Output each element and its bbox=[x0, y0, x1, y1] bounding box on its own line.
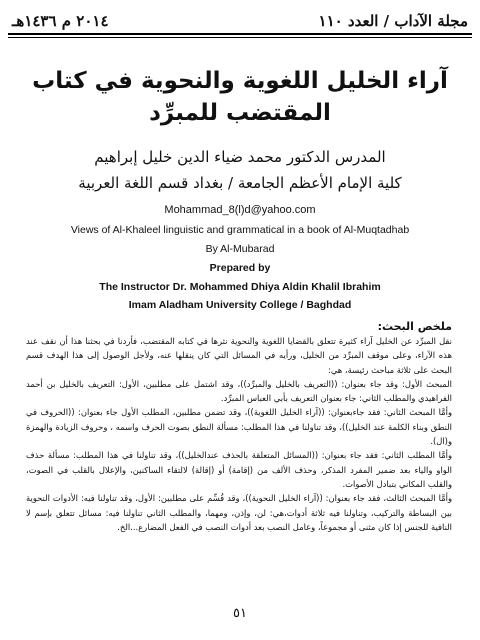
issue-date: ٢٠١٤ م ١٤٣٦هـ bbox=[12, 12, 109, 30]
page-number: ٥١ bbox=[233, 606, 247, 621]
abstract-paragraph: وأمَّا المطلب الثاني: فقد جاء بعنوان: ((المسائل المتعلقة بالحذف عندالخليل))، وقد تناولنا في هذا المطلب: مسألة حذف الواو والياء بعد ضمير المفرد المذكر، وحذف الألف من (إقامة) أو (إقالة) لالتقاء الساكنين، والإعلال بالقلب في الصوت، والقلب المكاني بتبادل الأصوات. bbox=[26, 450, 452, 489]
english-title-line2: By Al-Mubarad bbox=[205, 243, 275, 255]
prepared-by: Prepared by bbox=[209, 262, 271, 274]
abstract-paragraph: نقل المبرِّد عن الخليل آراء كثيرة تتعلق بالقضايا اللغوية والنحوية نثرها في كتابه المقتضب، فأردنا في بحثنا هذا أن نقف عند هذه الآراء، وعلى موقف المبرِّد من الخليل، ورأيه في المسائل التي كان ينقلها عنه، ولأجل الوصول إلى هذا الهدف قسم البحث على ثلاثة مباحث رئيسة، هي: bbox=[26, 336, 452, 375]
english-college: Imam Aladham University College / Baghdad bbox=[128, 299, 352, 311]
header-rule-thin bbox=[8, 37, 472, 38]
header-rule bbox=[8, 33, 472, 35]
author-arabic: المدرس الدكتور محمد ضياء الدين خليل إبراهيم bbox=[94, 148, 386, 166]
article-title-line2: المقتضب للمبرِّد bbox=[149, 100, 331, 126]
english-title-line1: Views of Al-Khaleel linguistic and grammatical in a book of Al-Muqtadhab bbox=[70, 224, 410, 236]
english-instructor: The Instructor Dr. Mohammed Dhiya Aldin Khalil Ibrahim bbox=[99, 281, 381, 293]
article-title-line1: آراء الخليل اللغوية والنحوية في كتاب bbox=[32, 68, 448, 94]
abstract-heading: ملخص البحث: bbox=[377, 320, 452, 333]
abstract-paragraph: المبحث الأول: وقد جاء بعنوان: ((التعريف بالخليل والمبرِّد))، وقد اشتمل على مطلبين، الأول: التعريف بالخليل بن أحمد الفراهيدي والمطلب الثاني: جاء بعنوان التعريف بأبي العباس المبرِّد. bbox=[26, 378, 452, 404]
abstract-body bbox=[26, 334, 452, 534]
abstract-paragraph: وأمَّا المبحث الثالث، فقد جاء بعنوان: ((آراء الخليل النحوية))، وقد قُسِّم على مطلبين: الأول، وقد تناولنا فيه: الأدوات النحوية بين البساطة والتركيب، وتناولنا فيه ثلاثة أدوات،هي: لن، وإذن، ومهما، والمطلب الثاني تناولنا فيه: مسائل تتعلق بإسم لا النافية للجنس إذا كان مثنى أو مجموعاً، وعامل النصب بعد أدوات النصب في الفعل المضارع...الخ. bbox=[26, 493, 452, 532]
author-email: Mohammad_8(l)d@yahoo.com bbox=[164, 204, 316, 216]
journal-name: مجلة الآداب / العدد ١١٠ bbox=[318, 12, 468, 30]
abstract-paragraph: وأمَّا المبحث الثاني: فقد جاءبعنوان: ((آراء الخليل اللغوية))، وقد تضمن مطلبين، المطلب الأول جاء بعنوان: ((الحروف في النطق وبناء الكلمة عند الخليل))، وقد تناولنا في هذا المطلب: مسألة النطق بصوت الحرف واسمه ، وحروف الزيادة والهمزة و(ال). bbox=[26, 407, 452, 447]
affiliation-arabic: كلية الإمام الأعظم الجامعة / بغداد قسم اللغة العربية bbox=[78, 174, 402, 192]
